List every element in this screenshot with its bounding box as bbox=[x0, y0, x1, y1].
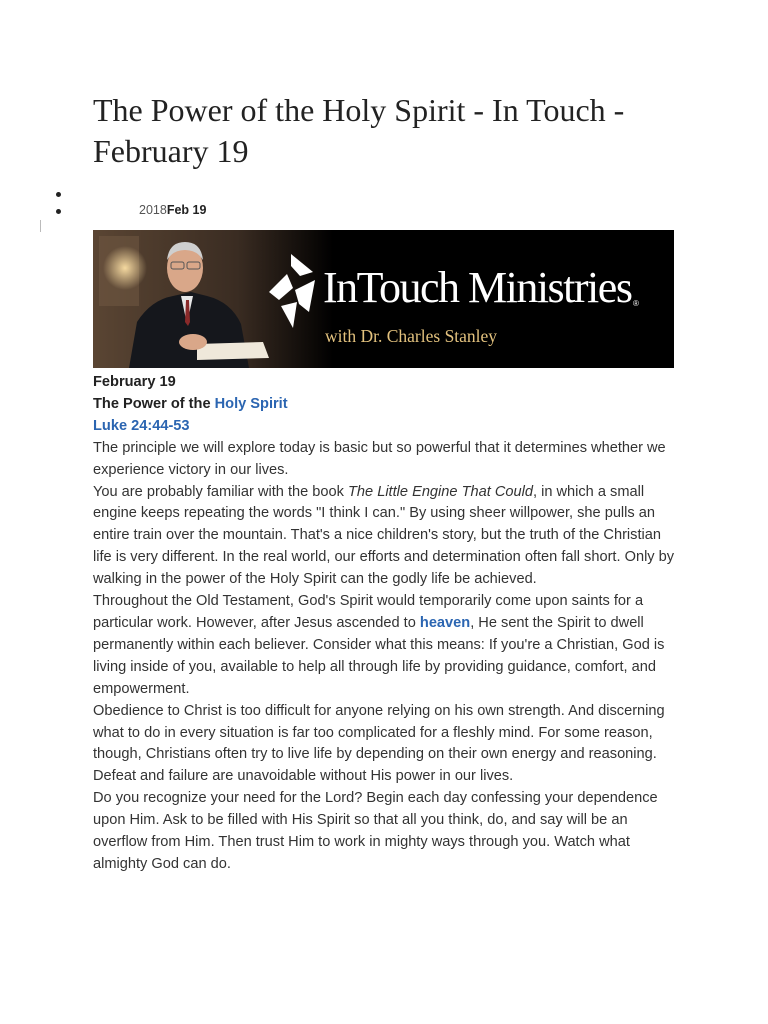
paragraph-4: Obedience to Christ is too difficult for anyone relying on his own strength. And discerning what to do in every situation is far too complicated for a fleshly mind. For some reason, though, Christians often try to live life by depending on their own energy and reasoning. Defeat and failure are unavoidable without His power in our lives. bbox=[93, 702, 665, 785]
banner-graphic bbox=[93, 230, 674, 368]
paragraph-5: Do you recognize your need for the Lord? Begin each day confessing your dependence upon Him. Ask to be filled with His Spirit so that all you think, do, and say will be an overflow from Him. Then trust Him to work in mighty ways through you. Watch what almighty God can do. bbox=[93, 790, 658, 872]
scripture-link[interactable]: Luke 24:44-53 bbox=[93, 417, 190, 434]
brand-lockup bbox=[269, 254, 639, 346]
banner-image bbox=[93, 230, 674, 368]
devotional-heading bbox=[93, 394, 683, 416]
paragraph-2 bbox=[93, 482, 683, 592]
paragraph-1: The principle we will explore today is basic but so powerful that it determines whether we experience victory in our lives. bbox=[93, 439, 666, 478]
banner-tagline: with Dr. Charles Stanley bbox=[325, 326, 498, 346]
book-title: The Little Engine That Could bbox=[348, 483, 533, 500]
paragraph-3-end: , He sent the Spirit to dwell permanently within each believer. Consider what this means: If you're a Christian, God is living inside of you, available to help all through life by providing guidance, comfort, and empowerment. bbox=[93, 614, 665, 697]
speaker-hands bbox=[179, 334, 207, 350]
scripture-line bbox=[93, 416, 683, 438]
paragraph-2-start: You are probably familiar with the book bbox=[93, 483, 348, 500]
post-date bbox=[139, 203, 206, 217]
lamp-glow bbox=[103, 246, 147, 290]
devotional-body bbox=[93, 372, 683, 876]
heaven-link[interactable]: heaven bbox=[419, 614, 471, 631]
open-book bbox=[197, 342, 269, 360]
post-day: Feb 19 bbox=[166, 203, 207, 217]
post-year: 2018 bbox=[139, 203, 167, 217]
paragraph-3 bbox=[93, 591, 683, 701]
bullet-icon bbox=[56, 192, 61, 197]
paragraph-2-end: , in which a small engine keeps repeating the words "I think I can." By using sheer willpower, she pulls an entire train over the mountain. That's a nice children's story, but the truth of the Christian life is very different. In the real world, our efforts and determination often fall short. Only by walking in the power of the Holy Spirit can the godly life be achieved. bbox=[93, 483, 675, 588]
divider bbox=[40, 220, 41, 232]
banner-brand: InTouch Ministries bbox=[323, 263, 632, 312]
heading-text: The Power of the bbox=[93, 395, 215, 412]
bullet-icon bbox=[56, 209, 61, 214]
paragraph-3-start: Throughout the Old Testament, God's Spirit would temporarily come upon saints for a particular work. However, after Jesus ascended to bbox=[93, 593, 644, 631]
page-title: The Power of the Holy Spirit - In Touch - February 19 bbox=[93, 92, 625, 169]
registered-mark: ® bbox=[633, 299, 639, 308]
devotional-date: February 19 bbox=[93, 374, 176, 390]
holy-spirit-link[interactable]: Holy Spirit bbox=[214, 395, 288, 412]
